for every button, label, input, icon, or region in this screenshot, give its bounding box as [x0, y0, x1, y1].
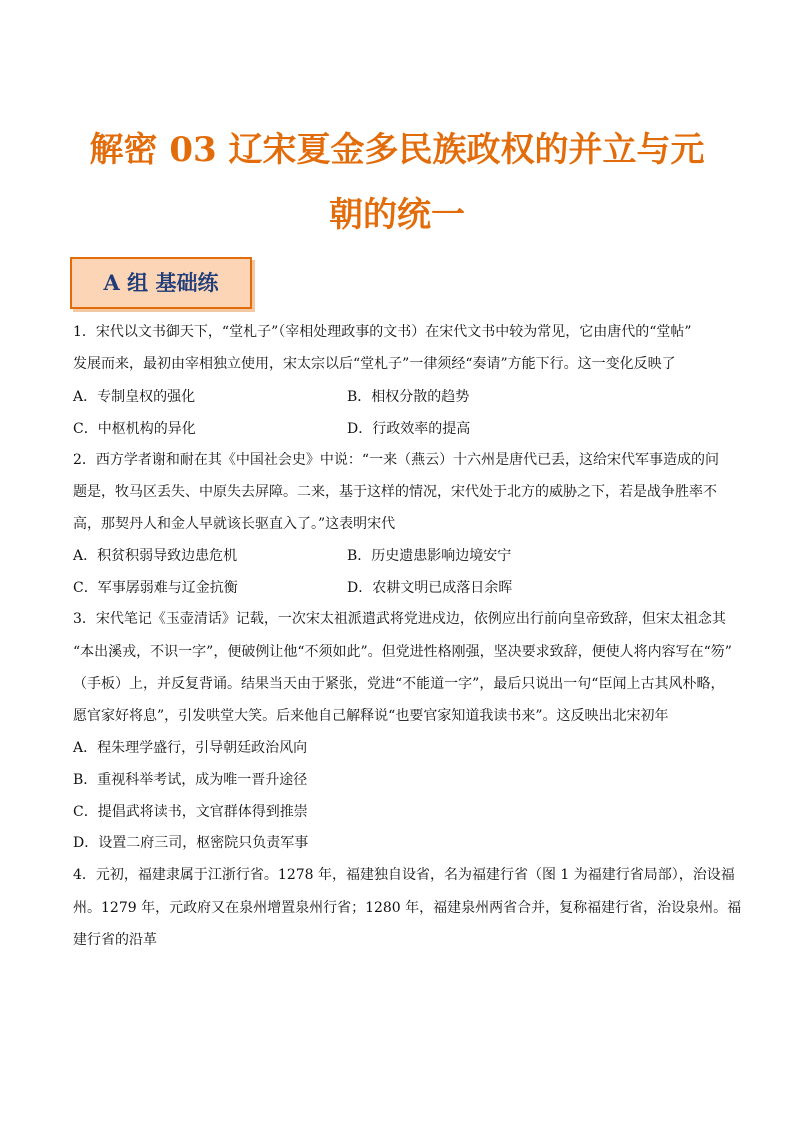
q3-option-a: A．程朱理学盛行，引导朝廷政治风向 [73, 740, 308, 756]
q3-text-line: 愿官家好将息”，引发哄堂大笑。后来他自己解释说“也要官家知道我读书来”。这反映出北宋初年 [73, 708, 669, 724]
q3-option-b: B．重视科举考试，成为唯一晋升途径 [73, 772, 308, 788]
q2-option-a: A．积贫积弱导致边患危机 [73, 548, 238, 564]
q1-option-c: C．中枢机构的异化 [73, 421, 196, 437]
q4-text-line: 建行省的沿革 [73, 932, 157, 948]
q3-text-line: （手板）上，并反复背诵。结果当天由于紧张，党进“不能道一字”，最后只说出一句“臣闻上古其风朴略， [73, 676, 725, 692]
q2-text-line: 题是，牧马区丢失、中原失去屏障。二来，基于这样的情况，宋代处于北方的威胁之下，若是战争胜率不 [73, 484, 717, 500]
q3-option-d: D．设置二府三司，枢密院只负责军事 [73, 835, 309, 851]
q2-option-d: D．农耕文明已成落日余晖 [347, 580, 513, 596]
q3-text-line: 3．宋代笔记《玉壶清话》记载，一次宋太祖派遣武将党进戍边，依例应出行前向皇帝致辞，但宋太祖念其 [73, 611, 726, 627]
page-title-line-2: 朝的统一 [329, 195, 465, 235]
q2-option-b: B．历史遗患影响边境安宁 [347, 548, 512, 564]
q1-text-line: 1．宋代以文书御天下，“堂札子”（宰相处理政事的文书）在宋代文书中较为常见，它由唐代的“堂帖” [73, 324, 692, 340]
q2-text-line: 2．西方学者谢和耐在其《中国社会史》中说：“一来（燕云）十六州是唐代已丢，这给宋代军事造成的问 [73, 452, 720, 468]
q1-option-b: B．相权分散的趋势 [347, 389, 470, 405]
section-header: A 组 基础练 [70, 257, 252, 309]
q4-text-line: 州。1279 年，元政府又在泉州增置泉州行省；1280 年，福建泉州两省合并，复称福建行省，治设泉州。福 [73, 900, 742, 916]
q2-option-c: C．军事孱弱难与辽金抗衡 [73, 580, 238, 596]
q1-option-a: A．专制皇权的强化 [73, 389, 196, 405]
q1-option-d: D．行政效率的提高 [347, 421, 471, 437]
q3-option-c: C．提倡武将读书，文官群体得到推崇 [73, 804, 308, 820]
q3-text-line: “本出溪戎，不识一字”，便破例让他“不须如此”。但党进性格刚强，坚决要求致辞，便使人将内容写在“笏” [73, 644, 732, 660]
q1-text-line: 发展而来，最初由宰相独立使用，宋太宗以后“堂札子”一律须经“奏请”方能下行。这一变化反映了 [73, 356, 676, 372]
page-title-line-1: 解密 03 辽宋夏金多民族政权的并立与元 [89, 130, 705, 170]
q4-text-line: 4．元初，福建隶属于江浙行省。1278 年，福建独自设省，名为福建行省（图 1 为福建行省局部），治设福 [73, 867, 735, 883]
q2-text-line: 高，那契丹人和金人早就该长驱直入了。”这表明宋代 [73, 516, 396, 532]
